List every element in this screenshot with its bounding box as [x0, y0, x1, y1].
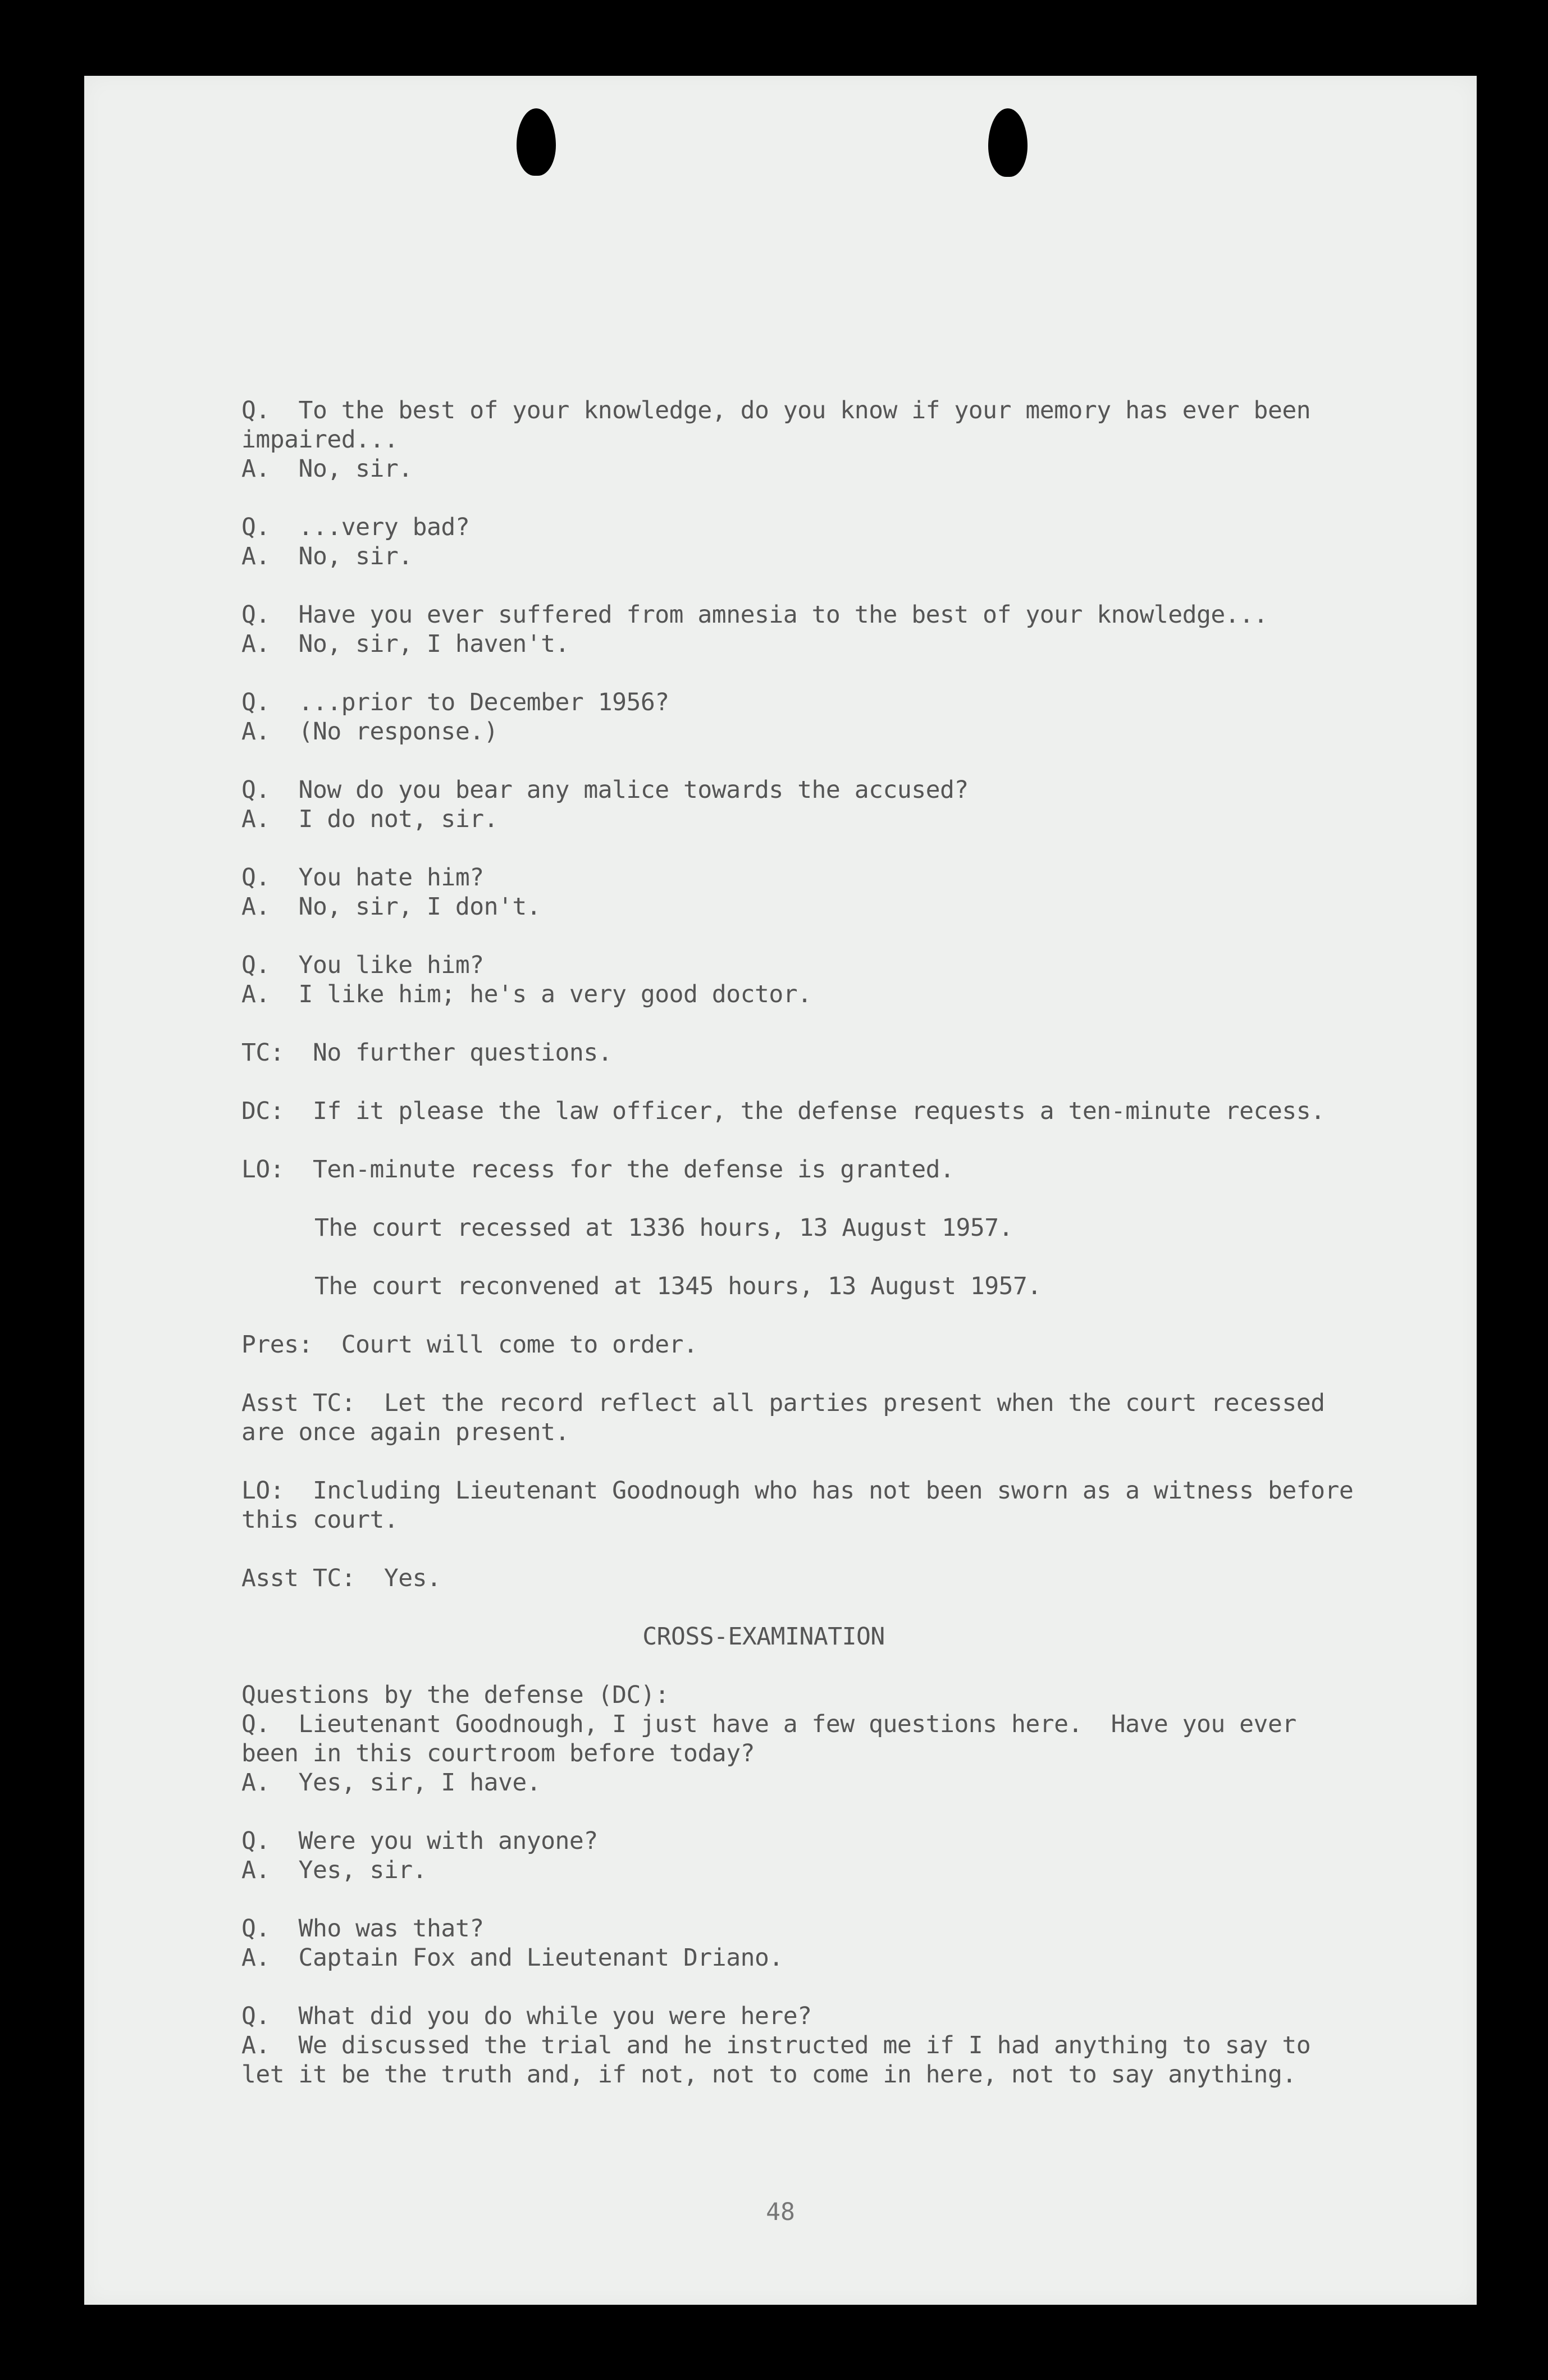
text-line: A. Yes, sir.: [241, 1856, 427, 1884]
text-line: Asst TC: Let the record reflect all parties present when the court recessed: [241, 1389, 1325, 1417]
text-line: A. No, sir.: [241, 542, 413, 570]
text-line: Q. You like him?: [241, 951, 484, 979]
transcript-body: [241, 396, 1421, 2089]
text-line: Questions by the defense (DC):: [241, 1681, 669, 1709]
punch-hole-left: [517, 108, 556, 176]
text-line: Q. Were you with anyone?: [241, 1827, 598, 1855]
punch-hole-right: [988, 108, 1028, 177]
text-line: Pres: Court will come to order.: [241, 1331, 698, 1359]
text-line: Q. Lieutenant Goodnough, I just have a few questions here. Have you ever: [241, 1710, 1296, 1738]
text-line: A. No, sir, I don't.: [241, 893, 541, 921]
text-line: A. No, sir.: [241, 455, 413, 483]
text-line: Q. Who was that?: [241, 1915, 484, 1943]
text-line: DC: If it please the law officer, the defense requests a ten-minute recess.: [241, 1097, 1325, 1125]
text-line: The court recessed at 1336 hours, 13 August 1957.: [314, 1214, 1013, 1242]
text-line: Q. To the best of your knowledge, do you know if your memory has ever been: [241, 396, 1311, 424]
text-line: this court.: [241, 1506, 399, 1534]
text-line: impaired...: [241, 426, 399, 454]
text-line: let it be the truth and, if not, not to come in here, not to say anything.: [241, 2061, 1296, 2089]
text-line: A. I do not, sir.: [241, 805, 498, 833]
text-line: TC: No further questions.: [241, 1039, 613, 1067]
text-line: LO: Ten-minute recess for the defense is granted.: [241, 1155, 955, 1184]
text-line: Q. ...prior to December 1956?: [241, 688, 669, 716]
text-line: Q. Have you ever suffered from amnesia to the best of your knowledge...: [241, 601, 1268, 629]
text-line: Q. Now do you bear any malice towards the accused?: [241, 776, 969, 804]
document-page: [84, 76, 1477, 2305]
text-line: A. We discussed the trial and he instructed me if I had anything to say to: [241, 2031, 1311, 2059]
text-line: A. Captain Fox and Lieutenant Driano.: [241, 1944, 783, 1972]
text-line: Q. ...very bad?: [241, 513, 470, 541]
section-heading: CROSS-EXAMINATION: [642, 1623, 885, 1651]
text-line: Q. What did you do while you were here?: [241, 2002, 812, 2030]
text-line: Asst TC: Yes.: [241, 1564, 441, 1592]
text-line: The court reconvened at 1345 hours, 13 August 1957.: [314, 1272, 1042, 1300]
text-line: been in this courtroom before today?: [241, 1739, 755, 1767]
text-line: A. Yes, sir, I have.: [241, 1769, 541, 1797]
text-line: A. No, sir, I haven't.: [241, 630, 569, 658]
text-line: Q. You hate him?: [241, 864, 484, 892]
text-line: A. I like him; he's a very good doctor.: [241, 980, 812, 1008]
text-line: are once again present.: [241, 1418, 569, 1446]
text-line: A. (No response.): [241, 718, 498, 746]
text-line: LO: Including Lieutenant Goodnough who has not been sworn as a witness before: [241, 1477, 1354, 1505]
page-number: 48: [766, 2198, 795, 2226]
